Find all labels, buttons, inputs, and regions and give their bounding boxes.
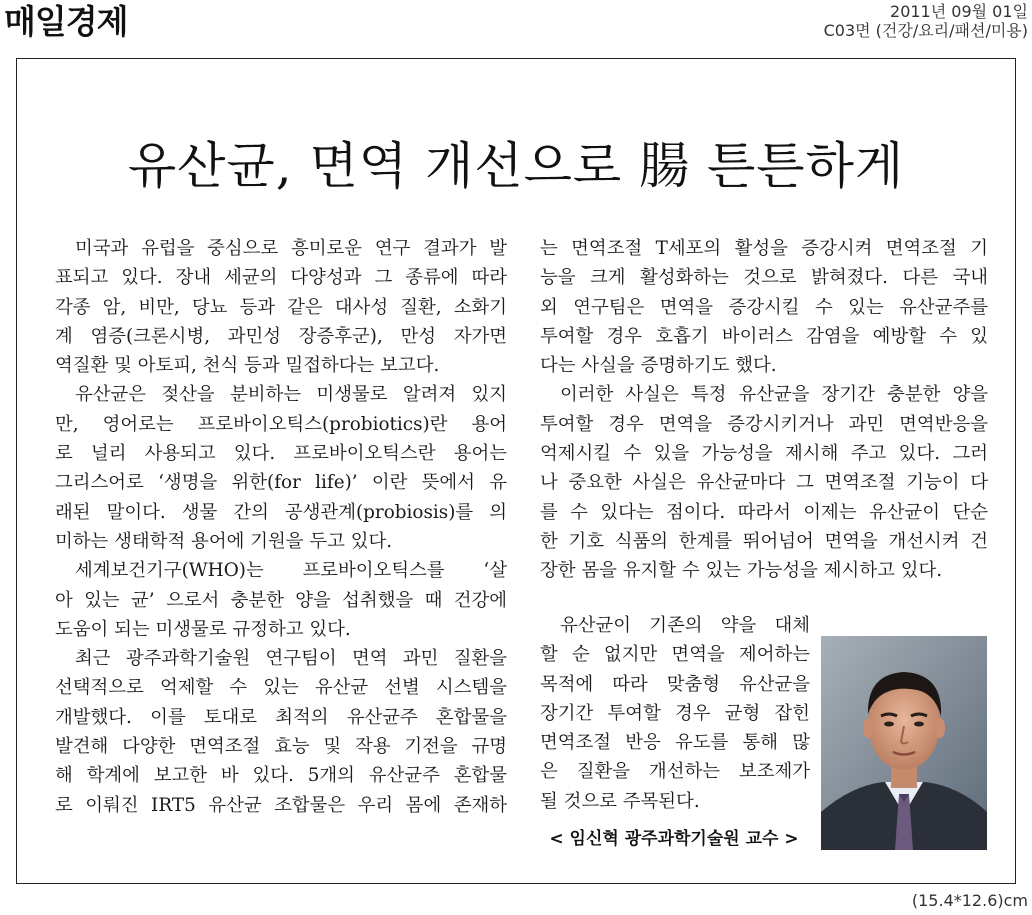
article-text-line: 다는 사실을 증명하기도 했다. xyxy=(540,355,777,377)
newspaper-masthead: 매일경제 xyxy=(4,2,128,41)
article-text-line: 될 것으로 주목된다. xyxy=(540,790,700,812)
article-text-line: 투여할 경우 호흡기 바이러스 감염을 예방할 수 있 xyxy=(540,325,988,347)
article-text-line: 이러한 사실은 특정 유산균을 장기간 충분한 양을 xyxy=(560,384,988,406)
article-text-line: 역질환 및 아토피, 천식 등과 밀접하다는 보고다. xyxy=(55,355,440,377)
article-text-line: 미국과 유럽을 중심으로 흥미로운 연구 결과가 발 xyxy=(75,238,507,259)
article-text-line: 미하는 생태학적 용어에 기원을 두고 있다. xyxy=(55,530,393,552)
publication-date: 2011년 09월 01일 xyxy=(890,2,1028,21)
article-text-line: 투여할 경우 면역을 증강시키거나 과민 면역반응을 xyxy=(540,413,988,435)
article-text-line: 선택적으로 억제할 수 있는 유산균 선별 시스템을 xyxy=(55,677,507,699)
article-text-line: 외 연구팀은 면역을 증강시킬 수 있는 유산균주를 xyxy=(540,296,988,318)
article-text-line: 해 학계에 보고한 바 있다. 5개의 유산균주 혼합물 xyxy=(55,765,507,787)
article-text-line: 장한 몸을 유지할 수 있는 가능성을 제시하고 있다. xyxy=(540,560,943,582)
article-text-line: 로 이뤄진 IRT5 유산균 조합물은 우리 몸에 존재하 xyxy=(55,794,507,816)
article-text-line: 능을 크게 활성화하는 것으로 밝혀졌다. 다른 국내 xyxy=(540,267,988,289)
article-text-line: 목적에 따라 맞춤형 유산균을 xyxy=(540,673,810,695)
article-text-line: 각종 암, 비만, 당뇨 등과 같은 대사성 질환, 소화기 xyxy=(55,296,507,318)
article-text-line: 아 있는 균’ 으로서 충분한 양을 섭취했을 때 건강에 xyxy=(55,589,507,611)
article-text-line: 세계보건기구(WHO)는 프로바이오틱스를 ‘살 xyxy=(75,560,507,582)
article-column-right xyxy=(540,234,988,586)
article-text-line: 만, 영어로는 프로바이오틱스(probiotics)란 용어 xyxy=(55,413,507,435)
clipping-size-note: (15.4*12.6)cm xyxy=(911,891,1028,910)
author-photo xyxy=(821,636,987,850)
article-text-line: 최근 광주과학기술원 연구팀이 면역 과민 질환을 xyxy=(75,648,507,670)
article-text-line: 한 기호 식품의 한계를 뛰어넘어 면역을 개선시켜 건 xyxy=(540,530,988,552)
article-text-line: 개발했다. 이를 토대로 최적의 유산균주 혼합물을 xyxy=(55,706,507,728)
article-headline: 유산균, 면역 개선으로 腸 튼튼하게 xyxy=(127,137,905,195)
article-text-line: 은 질환을 개선하는 보조제가 xyxy=(540,761,810,783)
article-text-line: 면역조절 반응 유도를 통해 많 xyxy=(540,732,810,754)
publication-info xyxy=(824,2,1028,40)
article-text-line: 로 널리 사용되고 있다. 프로바이오틱스란 용어는 xyxy=(55,443,507,465)
article-text-line: 유산균이 기존의 약을 대체 xyxy=(560,615,810,636)
article-text-line: 표되고 있다. 장내 세균의 다양성과 그 종류에 따라 xyxy=(55,267,507,289)
article-text-line: 는 면역조절 T세포의 활성을 증강시켜 면역조절 기 xyxy=(540,238,988,259)
article-text-line: 억제시킬 수 있을 가능성을 제시해 주고 있다. 그러 xyxy=(540,443,988,465)
article-column-right-lower xyxy=(540,611,810,816)
article-column-left xyxy=(55,234,507,820)
portrait-image xyxy=(821,636,987,850)
article-text-line: 그리스어로 ‘생명을 위한(for life)’ 이란 뜻에서 유 xyxy=(55,472,507,494)
article-text-line: 할 순 없지만 면역을 제어하는 xyxy=(540,644,810,666)
article-text-line: 래된 말이다. 생물 간의 공생관계(probiosis)를 의 xyxy=(55,501,507,523)
article-text-line: 계 염증(크론시병, 과민성 장증후군), 만성 자가면 xyxy=(55,325,507,347)
publication-section: C03면 (건강/요리/패션/미용) xyxy=(823,21,1028,40)
article-text-line: 도움이 되는 미생물로 규정하고 있다. xyxy=(55,618,351,640)
article-text-line: 를 수 있다는 점이다. 따라서 이제는 유산균이 단순 xyxy=(540,501,988,523)
article-text-line: 유산균은 젖산을 분비하는 미생물로 알려져 있지 xyxy=(75,384,507,406)
author-byline: < 임신혁 광주과학기술원 교수 > xyxy=(549,829,799,849)
article-text-line: 나 중요한 사실은 유산균마다 그 면역조절 기능이 다 xyxy=(540,472,988,494)
article-text-line: 장기간 투여할 경우 균형 잡힌 xyxy=(540,702,810,724)
article-text-line: 발견해 다양한 면역조절 효능 및 작용 기전을 규명 xyxy=(55,736,507,758)
